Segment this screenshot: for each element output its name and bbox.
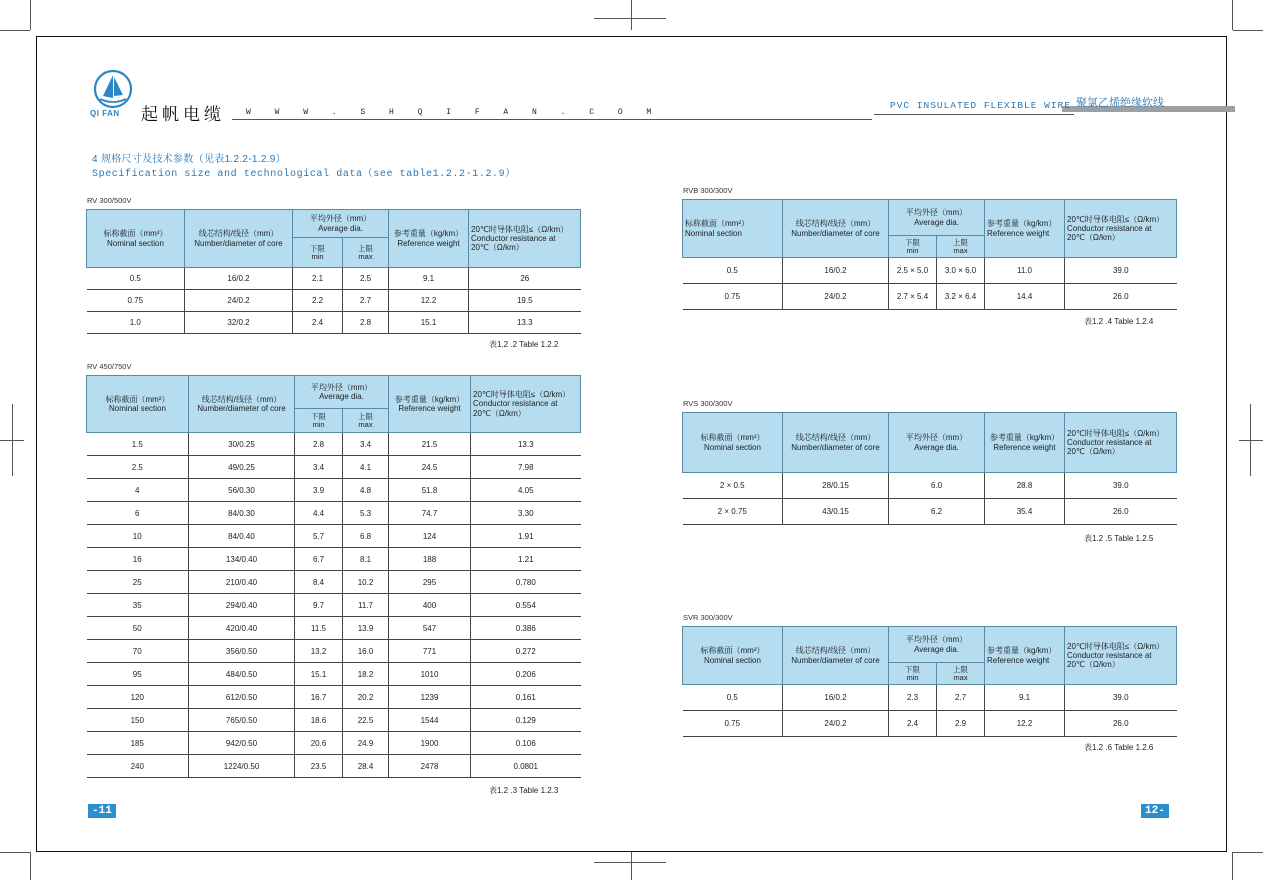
table-cell: 8.1	[343, 548, 389, 571]
table-cell: 0.75	[87, 290, 185, 312]
table-cell: 0.0801	[471, 755, 581, 778]
crop-mark	[0, 30, 30, 31]
col-header-section: 标称截面（mm²） Nominal section	[683, 413, 783, 473]
col-header-structure: 线芯结构/线径（mm） Number/diameter of core	[783, 200, 889, 258]
table-cell: 6	[87, 502, 189, 525]
table-cell: 26.0	[1065, 499, 1177, 525]
table-cell: 28.8	[985, 473, 1065, 499]
table-row	[87, 755, 581, 778]
table-cell: 2.7 × 5.4	[889, 284, 937, 310]
table-cell: 20.6	[295, 732, 343, 755]
table-cell: 26.0	[1065, 284, 1177, 310]
table-cell: 24/0.2	[185, 290, 293, 312]
col-header-resistance: 20℃时导体电阻≤（Ω/km） Conductor resistance at 20℃（Ω/km）	[471, 376, 581, 433]
table-cell: 5.3	[343, 502, 389, 525]
table-cell: 6.7	[295, 548, 343, 571]
table-cell: 120	[87, 686, 189, 709]
table-cell: 32/0.2	[185, 312, 293, 334]
table-cell: 1900	[389, 732, 471, 755]
table-cell: 25	[87, 571, 189, 594]
table-cell: 400	[389, 594, 471, 617]
crop-mark	[30, 852, 31, 880]
table-cell: 20.2	[343, 686, 389, 709]
table-cell: 1224/0.50	[189, 755, 295, 778]
table-row	[683, 284, 1177, 310]
col-header-min: 下限 min	[295, 409, 343, 433]
table-row	[683, 258, 1177, 284]
table-row	[87, 502, 581, 525]
table-cell: 356/0.50	[189, 640, 295, 663]
header-rule	[232, 119, 872, 120]
brand-name-en: QI FAN	[90, 109, 120, 118]
register-mark	[1239, 440, 1263, 441]
table-cell: 3.4	[343, 433, 389, 456]
table-cell: 2 × 0.75	[683, 499, 783, 525]
table-title: RVS 300/300V	[683, 399, 733, 408]
table-cell: 16.0	[343, 640, 389, 663]
table-cell: 10	[87, 525, 189, 548]
table-row	[87, 525, 581, 548]
table-title: RV 450/750V	[87, 362, 132, 371]
intro-line-en: Specification size and technological data（see table1.2.2-1.2.9）	[92, 169, 516, 180]
register-mark	[631, 0, 632, 30]
table-cell: 2.9	[937, 711, 985, 737]
col-header-section: 标称截面（mm²） Nominal section	[87, 210, 185, 268]
table-cell: 188	[389, 548, 471, 571]
register-mark	[631, 852, 632, 880]
table-cell: 23.5	[295, 755, 343, 778]
table-cell: 74.7	[389, 502, 471, 525]
table-cell: 2.8	[343, 312, 389, 334]
table-cell: 39.0	[1065, 685, 1177, 711]
table-cell: 16/0.2	[783, 258, 889, 284]
table-row	[87, 709, 581, 732]
table-cell: 16	[87, 548, 189, 571]
table-row	[87, 663, 581, 686]
table-cell: 2.1	[293, 268, 343, 290]
table-cell: 24/0.2	[783, 284, 889, 310]
table-cell: 484/0.50	[189, 663, 295, 686]
col-header-average: 平均外径（mm） Average dia.	[889, 413, 985, 473]
table-cell: 942/0.50	[189, 732, 295, 755]
table-cell: 150	[87, 709, 189, 732]
brand-url: W W W . S H Q I F A N . C O M	[246, 108, 661, 117]
table-cell: 43/0.15	[783, 499, 889, 525]
table-cell: 28.4	[343, 755, 389, 778]
table-cell: 0.554	[471, 594, 581, 617]
table-cell: 765/0.50	[189, 709, 295, 732]
table-cell: 3.30	[471, 502, 581, 525]
table-cell: 2.5 × 5.0	[889, 258, 937, 284]
table-cell: 11.5	[295, 617, 343, 640]
table-cell: 14.4	[985, 284, 1065, 310]
table-cell: 15.1	[389, 312, 469, 334]
table-cell: 2 × 0.5	[683, 473, 783, 499]
table-caption: 表1.2 .5 Table 1.2.5	[1084, 534, 1154, 543]
table-cell: 24/0.2	[783, 711, 889, 737]
crop-mark	[1233, 30, 1263, 31]
spec-table-1-2-4	[682, 199, 1177, 310]
spec-table-1-2-2	[86, 209, 581, 334]
table-cell: 0.5	[683, 685, 783, 711]
table-cell: 15.1	[295, 663, 343, 686]
table-title: RV 300/500V	[87, 196, 132, 205]
table-cell: 39.0	[1065, 258, 1177, 284]
table-cell: 4	[87, 479, 189, 502]
table-cell: 26.0	[1065, 711, 1177, 737]
table-cell: 2.7	[343, 290, 389, 312]
table-cell: 4.05	[471, 479, 581, 502]
table-cell: 6.2	[889, 499, 985, 525]
col-header-weight: 参考重量（kg/km） Reference weight	[985, 627, 1065, 685]
table-cell: 420/0.40	[189, 617, 295, 640]
col-header-weight: 参考重量（kg/km） Reference weight	[389, 210, 469, 268]
col-header-resistance: 20℃时导体电阻≤（Ω/km） Conductor resistance at 20℃（Ω/km）	[1065, 200, 1177, 258]
table-row	[87, 617, 581, 640]
col-header-weight: 参考重量（kg/km） Reference weight	[389, 376, 471, 433]
col-header-resistance: 20℃时导体电阻≤（Ω/km） Conductor resistance at 20℃（Ω/km）	[469, 210, 581, 268]
table-row	[87, 456, 581, 479]
table-cell: 4.8	[343, 479, 389, 502]
table-cell: 49/0.25	[189, 456, 295, 479]
table-cell: 0.75	[683, 284, 783, 310]
header-title-cn: 聚氯乙烯绝缘软线	[1076, 97, 1164, 109]
table-cell: 185	[87, 732, 189, 755]
table-row	[87, 686, 581, 709]
table-row	[87, 640, 581, 663]
table-caption: 表1.2 .4 Table 1.2.4	[1084, 317, 1154, 326]
page-number-left: -11	[88, 804, 116, 818]
header-rule	[874, 114, 1074, 115]
table-cell: 13.3	[471, 433, 581, 456]
col-header-section: 标称截面（mm²） Nominal section	[683, 627, 783, 685]
col-header-structure: 线芯结构/线径（mm） Number/diameter of core	[189, 376, 295, 433]
table-row	[683, 499, 1177, 525]
table-cell: 18.2	[343, 663, 389, 686]
table-cell: 13.9	[343, 617, 389, 640]
header-title-en: PVC INSULATED FLEXIBLE WIRE	[890, 100, 1071, 111]
table-cell: 4.4	[295, 502, 343, 525]
col-header-weight: 参考重量（kg/km） Reference weight	[985, 200, 1065, 258]
table-row	[87, 594, 581, 617]
table-cell: 16/0.2	[783, 685, 889, 711]
table-cell: 70	[87, 640, 189, 663]
page-number-right: 12-	[1141, 804, 1169, 818]
table-cell: 26	[469, 268, 581, 290]
table-cell: 2.4	[889, 711, 937, 737]
table-row	[87, 571, 581, 594]
col-header-max: 上限 max	[343, 409, 389, 433]
table-row	[87, 290, 581, 312]
table-cell: 39.0	[1065, 473, 1177, 499]
table-row	[87, 312, 581, 334]
table-cell: 10.2	[343, 571, 389, 594]
table-cell: 240	[87, 755, 189, 778]
spec-table-1-2-3	[86, 375, 581, 778]
table-row	[87, 548, 581, 571]
col-header-weight: 参考重量（kg/km） Reference weight	[985, 413, 1065, 473]
table-cell: 12.2	[985, 711, 1065, 737]
crop-mark	[1233, 852, 1263, 853]
table-cell: 18.6	[295, 709, 343, 732]
table-cell: 294/0.40	[189, 594, 295, 617]
table-cell: 1544	[389, 709, 471, 732]
spec-table-1-2-5	[682, 412, 1177, 525]
table-cell: 771	[389, 640, 471, 663]
register-mark	[12, 404, 13, 476]
table-cell: 2.3	[889, 685, 937, 711]
col-header-max: 上限 max	[937, 663, 985, 685]
table-cell: 0.386	[471, 617, 581, 640]
table-row	[87, 479, 581, 502]
table-cell: 50	[87, 617, 189, 640]
table-cell: 11.0	[985, 258, 1065, 284]
table-row	[87, 433, 581, 456]
col-header-min: 下限 min	[889, 663, 937, 685]
table-cell: 0.5	[683, 258, 783, 284]
table-cell: 6.0	[889, 473, 985, 499]
col-header-average: 平均外径（mm） Average dia.	[889, 627, 985, 663]
spec-table-1-2-6	[682, 626, 1177, 737]
table-caption: 表1.2 .3 Table 1.2.3	[489, 786, 559, 795]
table-cell: 3.4	[295, 456, 343, 479]
table-row	[683, 711, 1177, 737]
crop-mark	[1232, 0, 1233, 30]
col-header-max: 上限 max	[937, 236, 985, 258]
table-cell: 0.5	[87, 268, 185, 290]
brand-name-cn: 起帆电缆	[141, 105, 225, 125]
table-cell: 84/0.30	[189, 502, 295, 525]
col-header-min: 下限 min	[293, 238, 343, 268]
table-cell: 0.129	[471, 709, 581, 732]
register-mark	[1250, 404, 1251, 476]
table-cell: 2.5	[343, 268, 389, 290]
table-row	[683, 473, 1177, 499]
table-cell: 24.5	[389, 456, 471, 479]
table-cell: 2.5	[87, 456, 189, 479]
table-cell: 2.7	[937, 685, 985, 711]
table-cell: 51.8	[389, 479, 471, 502]
table-cell: 21.5	[389, 433, 471, 456]
table-row	[683, 685, 1177, 711]
col-header-resistance: 20℃时导体电阻≤（Ω/km） Conductor resistance at 20℃（Ω/km）	[1065, 413, 1177, 473]
col-header-average: 平均外径（mm） Average dia.	[293, 210, 389, 238]
register-mark	[594, 18, 666, 19]
table-cell: 2.2	[293, 290, 343, 312]
table-cell: 35	[87, 594, 189, 617]
table-cell: 3.2 × 6.4	[937, 284, 985, 310]
table-cell: 13.3	[469, 312, 581, 334]
table-title: SVR 300/300V	[683, 613, 733, 622]
table-title: RVB 300/300V	[683, 186, 733, 195]
col-header-min: 下限 min	[889, 236, 937, 258]
table-cell: 3.9	[295, 479, 343, 502]
col-header-structure: 线芯结构/线径（mm） Number/diameter of core	[783, 413, 889, 473]
table-cell: 9.1	[389, 268, 469, 290]
table-cell: 12.2	[389, 290, 469, 312]
table-cell: 4.1	[343, 456, 389, 479]
col-header-resistance: 20℃时导体电阻≤（Ω/km） Conductor resistance at 20℃（Ω/km）	[1065, 627, 1177, 685]
table-caption: 表1.2 .6 Table 1.2.6	[1084, 743, 1154, 752]
col-header-section: 标称截面（mm²） Nominal section	[87, 376, 189, 433]
crop-mark	[0, 852, 30, 853]
crop-mark	[30, 0, 31, 30]
table-cell: 16/0.2	[185, 268, 293, 290]
table-cell: 2.4	[293, 312, 343, 334]
table-cell: 0.206	[471, 663, 581, 686]
table-cell: 16.7	[295, 686, 343, 709]
table-cell: 6.8	[343, 525, 389, 548]
col-header-average: 平均外径（mm） Average dia.	[889, 200, 985, 236]
table-cell: 134/0.40	[189, 548, 295, 571]
table-cell: 5.7	[295, 525, 343, 548]
table-cell: 13.2	[295, 640, 343, 663]
table-cell: 24.9	[343, 732, 389, 755]
col-header-average: 平均外径（mm） Average dia.	[295, 376, 389, 409]
table-cell: 9.1	[985, 685, 1065, 711]
table-caption: 表1.2 .2 Table 1.2.2	[489, 340, 559, 349]
table-cell: 22.5	[343, 709, 389, 732]
table-cell: 8.4	[295, 571, 343, 594]
table-cell: 35.4	[985, 499, 1065, 525]
table-cell: 1239	[389, 686, 471, 709]
table-cell: 19.5	[469, 290, 581, 312]
col-header-max: 上限 max	[343, 238, 389, 268]
table-row	[87, 268, 581, 290]
table-cell: 0.780	[471, 571, 581, 594]
table-cell: 124	[389, 525, 471, 548]
table-cell: 612/0.50	[189, 686, 295, 709]
crop-mark	[1232, 852, 1233, 880]
table-cell: 1010	[389, 663, 471, 686]
table-cell: 28/0.15	[783, 473, 889, 499]
table-cell: 84/0.40	[189, 525, 295, 548]
table-cell: 1.91	[471, 525, 581, 548]
table-cell: 30/0.25	[189, 433, 295, 456]
table-cell: 9.7	[295, 594, 343, 617]
col-header-section: 标称截面（mm²） Nominal section	[683, 200, 783, 258]
table-cell: 7.98	[471, 456, 581, 479]
table-cell: 11.7	[343, 594, 389, 617]
table-cell: 2.8	[295, 433, 343, 456]
table-row	[87, 732, 581, 755]
table-cell: 0.106	[471, 732, 581, 755]
table-cell: 547	[389, 617, 471, 640]
table-cell: 56/0.30	[189, 479, 295, 502]
table-cell: 0.75	[683, 711, 783, 737]
intro-line-cn: 4 规格尺寸及技术参数（见表1.2.2-1.2.9）	[92, 154, 286, 165]
col-header-structure: 线芯结构/线径（mm） Number/diameter of core	[783, 627, 889, 685]
table-cell: 210/0.40	[189, 571, 295, 594]
table-cell: 295	[389, 571, 471, 594]
table-cell: 1.0	[87, 312, 185, 334]
table-cell: 0.161	[471, 686, 581, 709]
col-header-structure: 线芯结构/线径（mm） Number/diameter of core	[185, 210, 293, 268]
register-mark	[594, 862, 666, 863]
table-cell: 1.5	[87, 433, 189, 456]
table-cell: 2478	[389, 755, 471, 778]
table-cell: 95	[87, 663, 189, 686]
table-cell: 3.0 × 6.0	[937, 258, 985, 284]
table-cell: 0.272	[471, 640, 581, 663]
table-cell: 1.21	[471, 548, 581, 571]
